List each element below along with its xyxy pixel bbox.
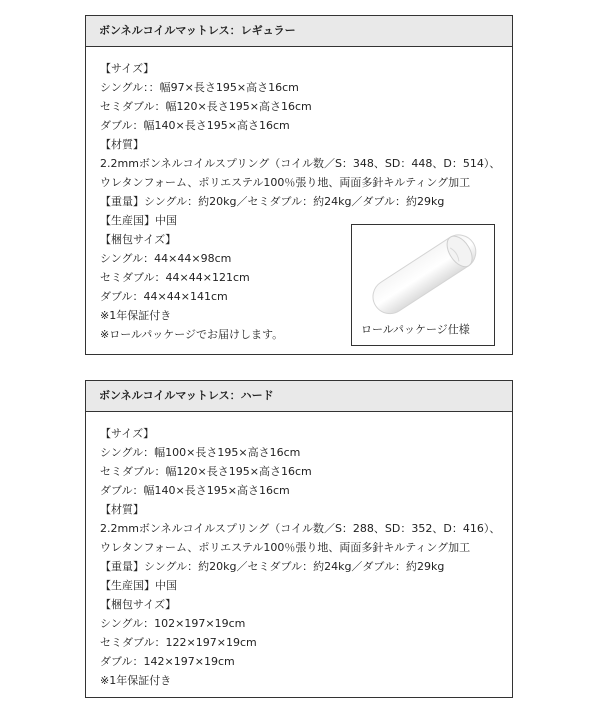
spec-line: シングル：幅100×長さ195×高さ16cm xyxy=(100,446,301,459)
spec-line: ダブル：幅140×長さ195×高さ16cm xyxy=(100,119,290,132)
spec-line: ※ロールパッケージでお届けします。 xyxy=(100,328,284,341)
spec-line: 【サイズ】 xyxy=(100,62,155,75)
spec-line: セミダブル：幅120×長さ195×高さ16cm xyxy=(100,100,312,113)
spec-line: 【材質】 xyxy=(100,503,144,516)
spec-line: 【サイズ】 xyxy=(100,427,155,440)
spec-box-hard-title: ボンネルコイルマットレス：ハード xyxy=(86,381,512,412)
spec-box-regular xyxy=(85,15,513,355)
spec-line: セミダブル：44×44×121cm xyxy=(100,271,250,284)
spec-line: ※1年保証付き xyxy=(100,309,172,322)
spec-line: セミダブル：幅120×長さ195×高さ16cm xyxy=(100,465,312,478)
spec-line: ダブル：幅140×長さ195×高さ16cm xyxy=(100,484,290,497)
spec-line: 【重量】シングル：約20kg／セミダブル：約24kg／ダブル：約29kg xyxy=(100,560,445,573)
spec-line: ウレタンフォーム、ポリエステル100％張り地、両面多針キルティング加工 xyxy=(100,541,471,554)
spec-line: 【生産国】中国 xyxy=(100,214,177,227)
photo-caption: ロールパッケージ仕様 xyxy=(361,323,470,336)
spec-line: 【梱包サイズ】 xyxy=(100,233,177,246)
spec-line: ダブル：142×197×19cm xyxy=(100,655,235,668)
spec-line: 【材質】 xyxy=(100,138,144,151)
spec-line: シングル：：幅97×長さ195×高さ16cm xyxy=(100,81,299,94)
spec-line: 【生産国】中国 xyxy=(100,579,177,592)
roll-package-photo xyxy=(351,224,495,346)
spec-list-hard xyxy=(86,412,512,690)
spec-box-regular-title: ボンネルコイルマットレス：レギュラー xyxy=(86,16,512,47)
spec-line: シングル：102×197×19cm xyxy=(100,617,246,630)
spec-line: セミダブル：122×197×19cm xyxy=(100,636,257,649)
spec-line: ウレタンフォーム、ポリエステル100％張り地、両面多針キルティング加工 xyxy=(100,176,471,189)
spec-line: 2.2mmボンネルコイルスプリング（コイル数／S：288、SD：352、D：416）、 xyxy=(100,522,501,535)
spec-line: ※1年保証付き xyxy=(100,674,172,687)
spec-list-regular xyxy=(86,47,512,344)
spec-line: 【重量】シングル：約20kg／セミダブル：約24kg／ダブル：約29kg xyxy=(100,195,445,208)
spec-line: 2.2mmボンネルコイルスプリング（コイル数／S：348、SD：448、D：514）、 xyxy=(100,157,501,170)
spec-box-hard xyxy=(85,380,513,698)
rolled-mattress-image xyxy=(360,231,486,317)
spec-line: ダブル：44×44×141cm xyxy=(100,290,228,303)
spec-line: シングル：44×44×98cm xyxy=(100,252,232,265)
spec-line: 【梱包サイズ】 xyxy=(100,598,177,611)
